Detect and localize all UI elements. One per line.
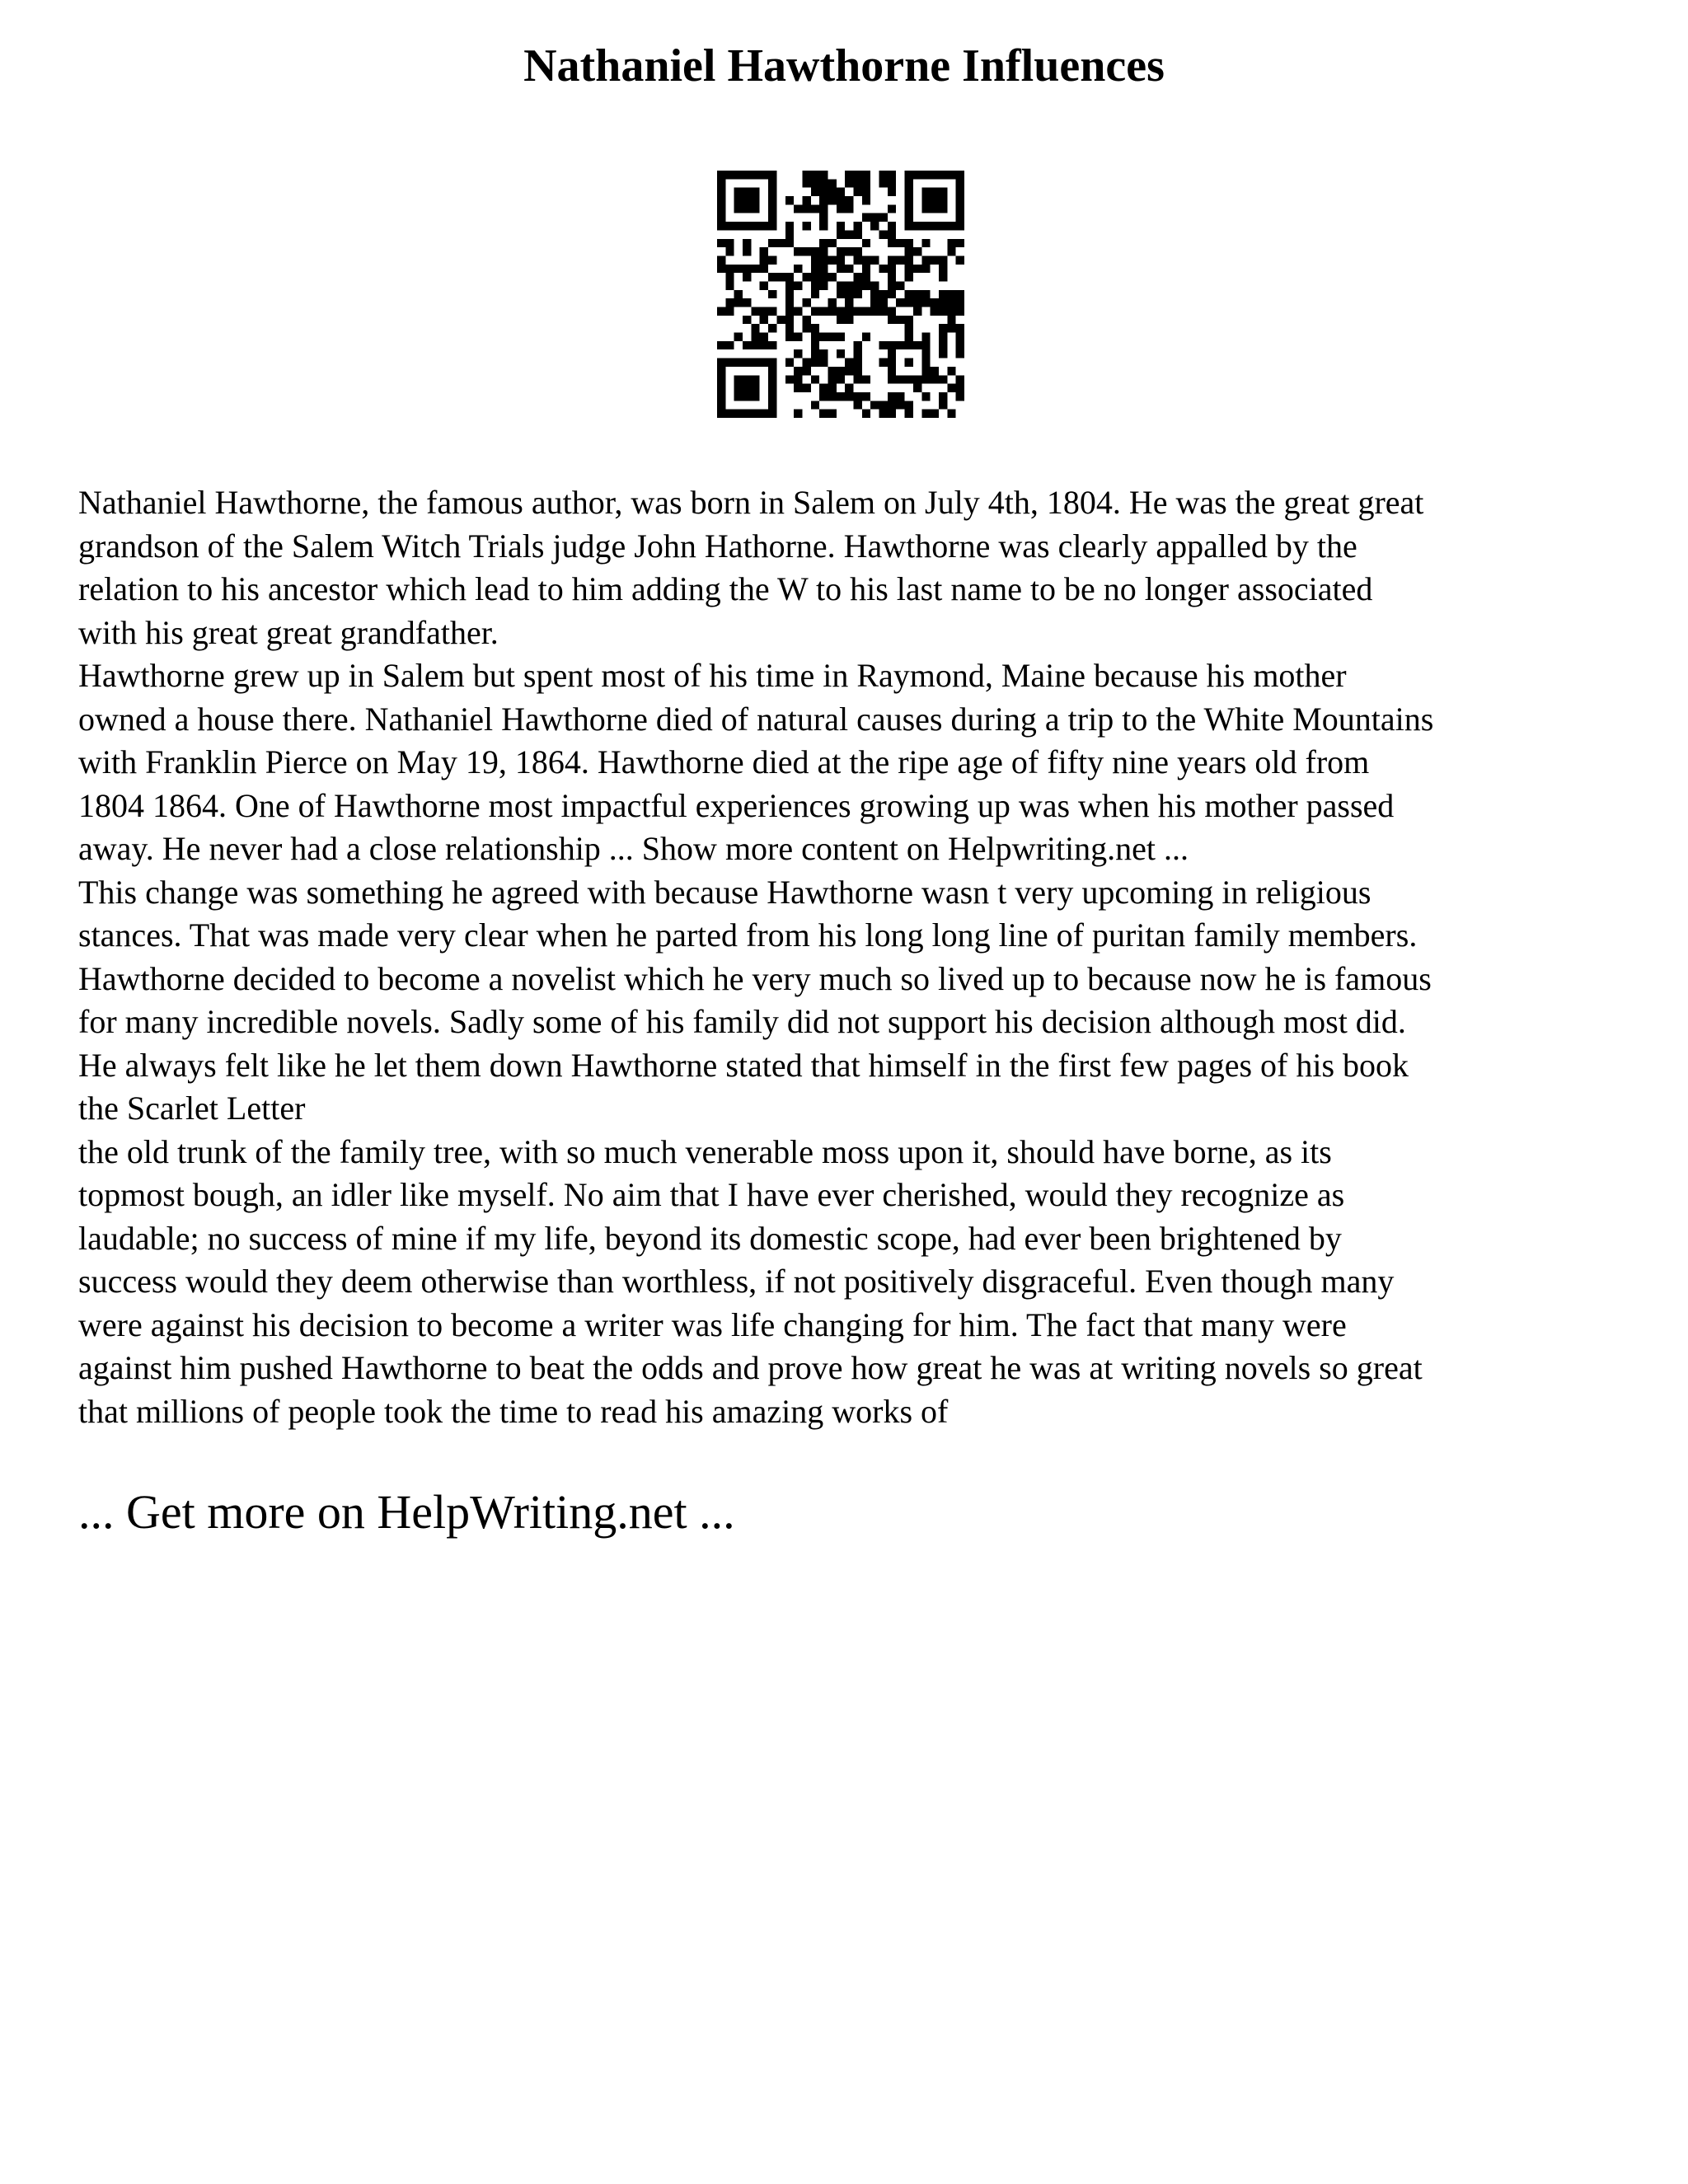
qr-code-graphic [717, 171, 964, 418]
paragraph: the old trunk of the family tree, with so much venerable moss upon it, should have borne, as its topmost bough, an idler like myself. No aim that I have ever cherished, would they recognize as laudable; no success of mine if my life, beyond its domestic scope, had ever been brightened by success would they deem otherwise than worthless, if not positively disgraceful. Even though many were against his decision to become a writer was life changing for him. The fact that many were against him pushed Hawthorne to beat the odds and prove how great he was at writing novels so great that millions of people took the time to read his amazing works of [78, 1132, 1423, 1430]
qr-code-icon[interactable] [717, 171, 964, 418]
get-more-link[interactable]: ... Get more on HelpWriting.net ... [78, 1485, 735, 1539]
article-body [78, 481, 1628, 1433]
paragraph: Hawthorne grew up in Salem but spent most of his time in Raymond, Maine because his mother owned a house there. Nathaniel Hawthorne died of natural causes during a trip to the White Mountains with Franklin Pierce on May 19, 1864. Hawthorne died at the ripe age of fifty nine years old from 1804 1864. One of Hawthorne most impactful experiences growing up was when his mother passed away. He never had a close relationship ... Show more content on Helpwriting.net ... [78, 657, 1434, 867]
paragraph: This change was something he agreed with because Hawthorne wasn t very upcoming in religious stances. That was made very clear when he parted from his long long line of puritan family members. Hawthorne decided to become a novelist which he very much so lived up to because now he is famous for many incredible novels. Sadly some of his family did not support his decision although most did. He always felt like he let them down Hawthorne stated that himself in the first few pages of his book the Scarlet Letter [78, 873, 1432, 1127]
page-title: Nathaniel Hawthorne Influences [523, 40, 1165, 91]
paragraph: Nathaniel Hawthorne, the famous author, was born in Salem on July 4th, 1804. He was the great great grandson of the Salem Witch Trials judge John Hathorne. Hawthorne was clearly appalled by the relation to his ancestor which lead to him adding the W to his last name to be no longer associated with his great great grandfather. [78, 484, 1424, 651]
